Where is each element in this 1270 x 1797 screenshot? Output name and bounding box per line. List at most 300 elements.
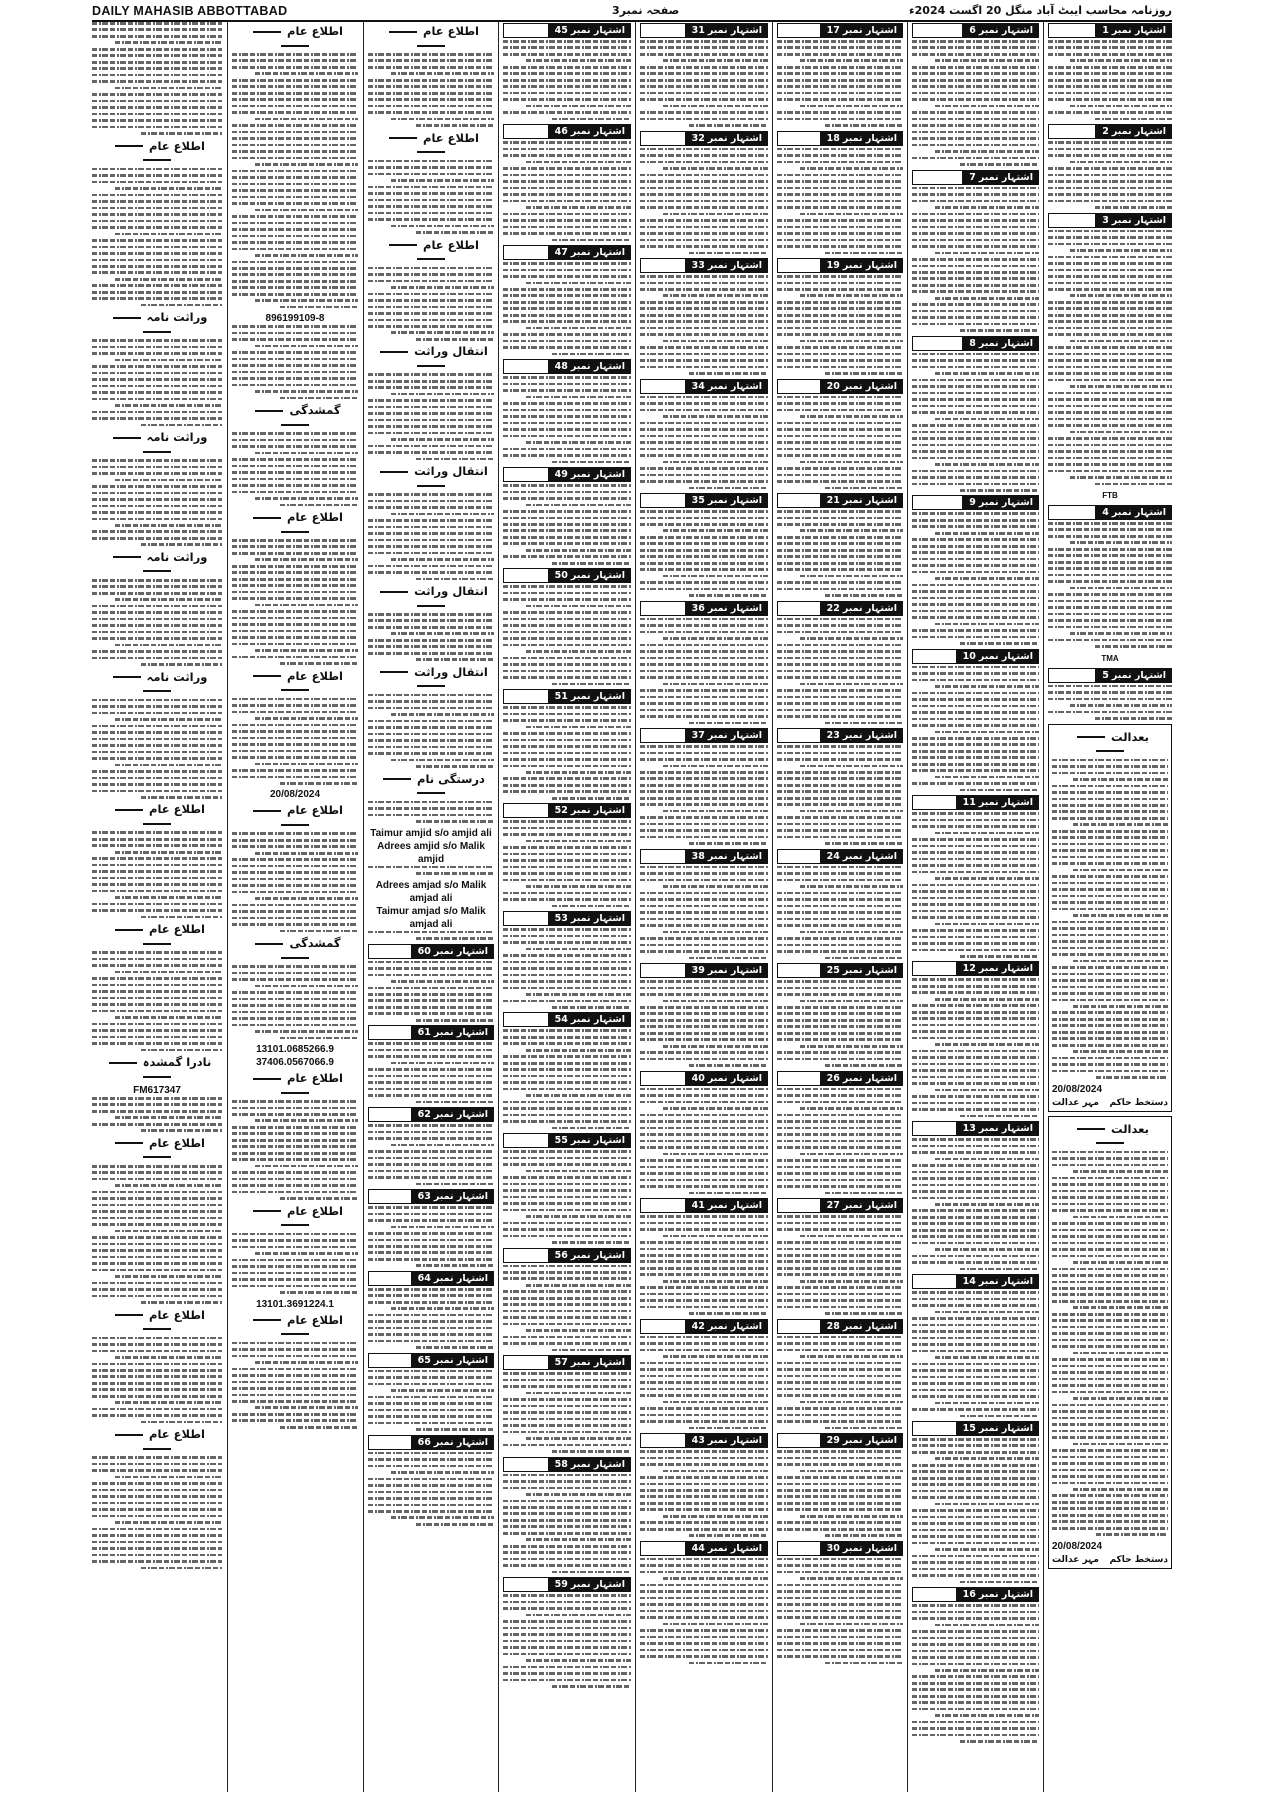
notice-title: انتقال وراثت xyxy=(368,464,494,492)
classified-ad xyxy=(503,911,631,1008)
ad-number: 6 xyxy=(969,25,976,36)
ad-label: اشتہار نمبر xyxy=(707,1200,762,1212)
ad-number-header xyxy=(1048,668,1172,683)
ad-number-header xyxy=(640,1071,768,1086)
ad-number: 35 xyxy=(691,495,705,507)
ad-number-badge xyxy=(686,493,768,508)
classified-ad xyxy=(503,1133,631,1243)
column-notices-2 xyxy=(232,22,358,1792)
ad-number-header xyxy=(777,963,903,978)
ad-body-text xyxy=(777,980,903,1067)
ad-body-text xyxy=(1052,1151,1168,1536)
ad-number: 61 xyxy=(417,1027,431,1039)
ad-number: 53 xyxy=(554,913,568,925)
classified-ad xyxy=(503,689,631,799)
ad-number: 2 xyxy=(1102,126,1109,138)
classified-ad xyxy=(777,131,903,254)
ad-number-header xyxy=(503,803,631,818)
notice-title: درستگی نام xyxy=(368,772,494,800)
classified-ad xyxy=(777,601,903,724)
ad-body-text xyxy=(777,148,903,254)
ad-body-text xyxy=(92,22,222,135)
notice-title: وراثت نامہ xyxy=(92,550,222,578)
ad-body-text xyxy=(1048,40,1172,120)
ad-body-text xyxy=(503,1150,631,1243)
ad-label: اشتہار نمبر xyxy=(433,1272,488,1284)
ad-number: 3 xyxy=(1102,214,1109,226)
ad-number-header xyxy=(368,1107,494,1122)
ad-number-badge xyxy=(821,493,903,508)
ad-number: 11 xyxy=(962,797,976,809)
ad-number: 25 xyxy=(826,965,840,977)
ad-number: 8 xyxy=(969,337,976,349)
classified-ad xyxy=(912,1121,1039,1270)
ad-body-text xyxy=(777,618,903,724)
notice-title: وراثت نامہ xyxy=(92,310,222,338)
ad-number-header xyxy=(640,1433,768,1448)
ad-number: 43 xyxy=(691,1435,705,1447)
english-text: Adrees amjid s/o Malik amjid xyxy=(377,840,485,865)
classified-ad xyxy=(640,1198,768,1315)
ad-label: اشتہار نمبر xyxy=(978,1123,1033,1135)
classified-ad xyxy=(912,795,1039,957)
ad-body-text xyxy=(777,866,903,959)
classified-ad xyxy=(1048,505,1172,665)
ad-number-header xyxy=(640,258,768,273)
ad-number: 9 xyxy=(969,497,976,509)
ad-number: 58 xyxy=(554,1458,568,1470)
ad-label: اشتہار نمبر xyxy=(570,1357,625,1369)
ad-body-text xyxy=(368,1042,494,1103)
classified-ad xyxy=(640,728,768,845)
ad-number-badge xyxy=(412,1271,494,1286)
ad-number-header xyxy=(912,961,1039,976)
ad-number: 51 xyxy=(554,691,568,703)
ad-body-text xyxy=(232,1100,358,1200)
ad-body-text xyxy=(777,1336,903,1429)
ad-body-text xyxy=(912,512,1039,644)
ad-number-header xyxy=(777,601,903,616)
classified-ad xyxy=(503,124,631,241)
ad-number-badge xyxy=(549,1355,631,1370)
ad-body-text xyxy=(640,396,768,489)
ad-number: 30 xyxy=(826,1542,840,1554)
classified-ad xyxy=(777,849,903,959)
ad-number-header xyxy=(503,245,631,260)
ad-number: 62 xyxy=(417,1109,431,1121)
classified-ad xyxy=(912,649,1039,792)
ad-body-text xyxy=(777,1215,903,1315)
ad-label: اشتہار نمبر xyxy=(707,380,762,392)
english-text: Adrees amjad s/o Malik amjad ali xyxy=(375,879,487,904)
ad-body-text xyxy=(232,1342,358,1429)
ad-number-badge xyxy=(549,359,631,374)
ad-number-badge xyxy=(549,1012,631,1027)
column-ads-6-16 xyxy=(912,22,1039,1792)
ad-number-header xyxy=(640,493,768,508)
notice-title: اطلاع عام xyxy=(368,24,494,52)
english-text: 37406.0567066.9 xyxy=(256,1057,334,1069)
ad-number: 20 xyxy=(826,380,840,392)
english-text: Taimur amjid s/o amjid ali xyxy=(370,827,492,839)
seal-label: مہر عدالت xyxy=(1052,1554,1099,1565)
ad-label: اشتہار نمبر xyxy=(570,913,625,925)
ad-number-badge xyxy=(821,1541,903,1556)
ad-number: 60 xyxy=(417,945,431,957)
ad-body-text xyxy=(503,376,631,463)
ad-number-header xyxy=(640,1541,768,1556)
ad-body-text xyxy=(503,585,631,685)
ad-number-badge xyxy=(549,1133,631,1148)
ad-body-text xyxy=(503,706,631,799)
ad-body-text xyxy=(777,1088,903,1194)
column-divider xyxy=(498,22,499,1792)
ad-number-badge xyxy=(686,23,768,38)
ad-body-text xyxy=(368,1124,494,1185)
ad-number-badge xyxy=(821,23,903,38)
ad-number-header xyxy=(503,1457,631,1472)
ad-number-badge xyxy=(412,1107,494,1122)
ad-body-text xyxy=(640,1088,768,1194)
ad-body-text xyxy=(640,510,768,597)
ad-body-text xyxy=(777,510,903,597)
ad-body-text xyxy=(92,579,222,666)
ad-body-text xyxy=(503,1474,631,1574)
ad-number-header xyxy=(503,124,631,139)
english-text: TMA xyxy=(1101,653,1119,663)
ad-number: 19 xyxy=(826,260,840,272)
ad-number-header xyxy=(912,649,1039,664)
ad-number: 41 xyxy=(691,1200,705,1212)
ad-number: 13 xyxy=(962,1123,976,1135)
ad-body-text xyxy=(1048,141,1172,208)
ad-body-text xyxy=(912,666,1039,792)
masthead-english-title: DAILY MAHASIB ABBOTTABAD xyxy=(92,4,288,18)
ad-body-text xyxy=(640,745,768,845)
notice-title: اطلاع عام xyxy=(232,1204,358,1232)
ad-body-text xyxy=(640,618,768,724)
ad-number-badge xyxy=(412,1435,494,1450)
court-notice xyxy=(1048,1116,1172,1569)
column-notices-3 xyxy=(368,22,494,1792)
ad-label: اشتہار نمبر xyxy=(707,602,762,614)
ad-label: اشتہار نمبر xyxy=(978,25,1033,36)
classified-ad xyxy=(912,1587,1039,1743)
ad-number-header xyxy=(777,131,903,146)
column-divider xyxy=(907,22,908,1792)
ad-number-header xyxy=(777,379,903,394)
ad-body-text xyxy=(368,801,494,823)
column-divider xyxy=(772,22,773,1792)
ad-label: اشتہار نمبر xyxy=(842,132,897,144)
column-ads-1-5 xyxy=(1048,22,1172,1792)
ad-label: اشتہار نمبر xyxy=(978,497,1033,509)
ad-number-badge xyxy=(412,1025,494,1040)
ad-body-text xyxy=(368,493,494,580)
ad-number-header xyxy=(503,911,631,926)
ad-number-badge xyxy=(549,689,631,704)
ad-label: اشتہار نمبر xyxy=(978,797,1033,809)
ad-number-badge xyxy=(549,1248,631,1263)
ad-label: اشتہار نمبر xyxy=(1111,214,1166,226)
ad-number-badge xyxy=(957,961,1039,976)
ad-number: 24 xyxy=(826,850,840,862)
ad-number-header xyxy=(640,963,768,978)
ad-body-text xyxy=(503,928,631,1008)
ad-body-text xyxy=(912,1438,1039,1583)
ad-label: اشتہار نمبر xyxy=(978,1276,1033,1288)
english-text: 20/08/2024 xyxy=(269,789,321,801)
ad-number-badge xyxy=(549,124,631,139)
classified-ad xyxy=(640,849,768,959)
notice-title: وراثت نامہ xyxy=(92,430,222,458)
ad-body-text xyxy=(368,866,494,875)
classified-ad xyxy=(503,23,631,120)
ad-label: اشتہار نمبر xyxy=(570,1014,625,1026)
column-divider xyxy=(1043,22,1044,1792)
ad-label: اشتہار نمبر xyxy=(707,132,762,144)
ad-label: اشتہار نمبر xyxy=(433,1191,488,1203)
classified-ad xyxy=(777,728,903,845)
ad-number-badge xyxy=(821,849,903,864)
classified-ad xyxy=(777,258,903,375)
english-text: 13101.0685266.9 xyxy=(256,1044,334,1056)
notice-title: اطلاع عام xyxy=(368,238,494,266)
ad-body-text xyxy=(232,432,358,506)
ad-number-header xyxy=(777,1319,903,1334)
ad-number: 46 xyxy=(554,126,568,138)
ad-number-badge xyxy=(963,495,1039,510)
ad-number-header xyxy=(503,1577,631,1592)
ad-label: اشتہار نمبر xyxy=(707,1435,762,1447)
ad-number: 34 xyxy=(691,380,705,392)
classified-ad xyxy=(503,245,631,355)
ad-label: اشتہار نمبر xyxy=(707,730,762,742)
ad-number-header xyxy=(1048,213,1172,228)
ad-label: اشتہار نمبر xyxy=(978,1589,1033,1601)
ad-number-header xyxy=(777,258,903,273)
notice-title: اطلاع عام xyxy=(232,1313,358,1341)
classified-ad xyxy=(777,1198,903,1315)
ad-label: اشتہار نمبر xyxy=(433,1109,488,1121)
ad-label: اشتہار نمبر xyxy=(570,25,625,36)
ad-number-header xyxy=(777,1541,903,1556)
column-divider xyxy=(227,22,228,1792)
ad-body-text xyxy=(92,339,222,426)
ad-body-text xyxy=(232,832,358,932)
column-ads-45-59 xyxy=(503,22,631,1792)
ad-number: 18 xyxy=(826,132,840,144)
classified-ad xyxy=(777,23,903,127)
ad-number: 45 xyxy=(554,25,568,36)
ad-number-badge xyxy=(821,1071,903,1086)
ad-number-header xyxy=(1048,505,1172,520)
ad-body-text xyxy=(92,699,222,799)
ad-body-text xyxy=(368,1452,494,1526)
ad-number: 63 xyxy=(417,1191,431,1203)
ad-number-header xyxy=(368,1025,494,1040)
ad-number-badge xyxy=(957,1121,1039,1136)
classified-ad xyxy=(640,131,768,254)
ad-label: اشتہار نمبر xyxy=(978,337,1033,349)
column-notices-left xyxy=(92,22,222,1792)
ad-label: اشتہار نمبر xyxy=(842,1072,897,1084)
notice-title: اطلاع عام xyxy=(92,1308,222,1336)
ad-number-header xyxy=(777,1433,903,1448)
signature-label: دستخط حاکم xyxy=(1109,1554,1168,1565)
ad-body-text xyxy=(368,613,494,661)
ad-number-badge xyxy=(686,601,768,616)
ad-number: 21 xyxy=(826,495,840,507)
seal-label: مہر عدالت xyxy=(1052,1097,1099,1108)
ad-body-text xyxy=(368,694,494,768)
ad-number-badge xyxy=(412,1353,494,1368)
ad-label: اشتہار نمبر xyxy=(570,1249,625,1261)
ad-number-badge xyxy=(686,849,768,864)
ad-number: 17 xyxy=(826,25,840,36)
ad-number: 54 xyxy=(554,1014,568,1026)
ad-body-text xyxy=(503,1372,631,1452)
ad-label: اشتہار نمبر xyxy=(570,469,625,481)
ad-number-header xyxy=(503,568,631,583)
english-text: 20/08/2024 xyxy=(1052,1083,1103,1095)
ad-number: 12 xyxy=(962,963,976,975)
ad-body-text xyxy=(777,40,903,127)
ad-label: اشتہار نمبر xyxy=(978,1423,1033,1434)
ad-body-text xyxy=(912,1291,1039,1417)
ad-body-text xyxy=(640,866,768,959)
ad-number: 5 xyxy=(1102,669,1109,681)
ad-number: 39 xyxy=(691,965,705,977)
ad-label: اشتہار نمبر xyxy=(842,25,897,36)
ad-label: اشتہار نمبر xyxy=(707,850,762,862)
ad-body-text xyxy=(503,262,631,355)
ad-number-header xyxy=(503,1248,631,1263)
ad-body-text xyxy=(368,267,494,341)
ad-number: 56 xyxy=(554,1249,568,1261)
ad-label: اشتہار نمبر xyxy=(433,1436,488,1448)
ad-number: 1 xyxy=(1102,25,1109,36)
notice-title: اطلاع عام xyxy=(92,1427,222,1455)
ad-number-badge xyxy=(821,728,903,743)
ad-number-badge xyxy=(549,568,631,583)
ad-number-badge xyxy=(686,379,768,394)
ad-body-text xyxy=(777,1558,903,1664)
ad-body-text xyxy=(368,373,494,460)
ad-number-badge xyxy=(957,1421,1039,1436)
ad-body-text xyxy=(503,40,631,120)
ad-number: 59 xyxy=(554,1579,568,1591)
ad-number-header xyxy=(912,1587,1039,1602)
ad-number: 26 xyxy=(826,1072,840,1084)
ad-label: اشتہار نمبر xyxy=(978,963,1033,975)
ad-body-text xyxy=(368,160,494,234)
ad-body-text xyxy=(777,396,903,489)
ad-number: 15 xyxy=(962,1423,976,1434)
classified-ad xyxy=(1048,124,1172,208)
classified-ad xyxy=(503,568,631,685)
ad-number: 42 xyxy=(691,1320,705,1332)
ad-label: اشتہار نمبر xyxy=(842,260,897,272)
ad-body-text xyxy=(92,459,222,546)
ad-number-header xyxy=(912,336,1039,351)
ad-label: اشتہار نمبر xyxy=(707,495,762,507)
ad-body-text xyxy=(640,1558,768,1664)
notice-title: اطلاع عام xyxy=(232,510,358,538)
english-text: FM617347 xyxy=(133,1085,181,1096)
ad-number-badge xyxy=(686,1433,768,1448)
ad-label: اشتہار نمبر xyxy=(842,380,897,392)
ad-label: اشتہار نمبر xyxy=(707,965,762,977)
ad-label: اشتہار نمبر xyxy=(570,805,625,817)
ad-number-header xyxy=(640,379,768,394)
ad-body-text xyxy=(232,965,358,1039)
column-divider xyxy=(635,22,636,1792)
ad-body-text xyxy=(503,820,631,907)
classified-ad xyxy=(640,1071,768,1194)
ad-number-badge xyxy=(821,963,903,978)
ad-number-header xyxy=(640,23,768,38)
classified-ad xyxy=(1048,668,1172,720)
ad-number-badge xyxy=(686,258,768,273)
ad-number-header xyxy=(777,728,903,743)
ad-number-badge xyxy=(821,1433,903,1448)
ad-label: اشتہار نمبر xyxy=(707,25,762,36)
ad-number-header xyxy=(640,131,768,146)
ad-number-badge xyxy=(412,944,494,959)
classified-ad xyxy=(640,493,768,597)
classified-ad xyxy=(1048,213,1172,502)
ad-number: 31 xyxy=(691,25,705,36)
ad-number: 16 xyxy=(962,1589,976,1601)
ad-label: اشتہار نمبر xyxy=(707,260,762,272)
ad-number: 52 xyxy=(554,805,568,817)
ad-body-text xyxy=(232,53,358,308)
ad-body-text xyxy=(912,812,1039,957)
ad-body-text xyxy=(232,698,358,785)
ad-body-text xyxy=(777,745,903,845)
classified-ad xyxy=(640,963,768,1067)
ad-label: اشتہار نمبر xyxy=(842,1542,897,1554)
ad-number: 38 xyxy=(691,850,705,862)
ad-label: اشتہار نمبر xyxy=(570,1458,625,1470)
masthead-urdu-title: روزنامہ محاسب ایبٹ آباد منگل 20 اگست 2024ء xyxy=(909,4,1172,17)
ad-body-text xyxy=(912,978,1039,1117)
ad-number: 57 xyxy=(554,1357,568,1369)
ad-label: اشتہار نمبر xyxy=(570,1579,625,1591)
ad-number-header xyxy=(640,601,768,616)
classified-ad xyxy=(912,336,1039,492)
ad-number-header xyxy=(912,495,1039,510)
ad-number-header xyxy=(640,1319,768,1334)
ad-number-badge xyxy=(963,23,1039,38)
ad-label: اشتہار نمبر xyxy=(433,945,488,957)
ad-number-badge xyxy=(821,379,903,394)
ad-number: 66 xyxy=(417,1436,431,1448)
classified-ad xyxy=(777,1433,903,1537)
ad-body-text xyxy=(92,1097,222,1132)
ad-number-header xyxy=(503,689,631,704)
ad-number-badge xyxy=(821,1319,903,1334)
ad-label: اشتہار نمبر xyxy=(842,1435,897,1447)
ad-body-text xyxy=(503,484,631,564)
ad-label: اشتہار نمبر xyxy=(433,1027,488,1039)
ad-number: 29 xyxy=(826,1435,840,1447)
ad-number-header xyxy=(640,728,768,743)
ad-number-header xyxy=(640,849,768,864)
ad-label: اشتہار نمبر xyxy=(570,247,625,259)
ad-body-text xyxy=(368,1206,494,1267)
